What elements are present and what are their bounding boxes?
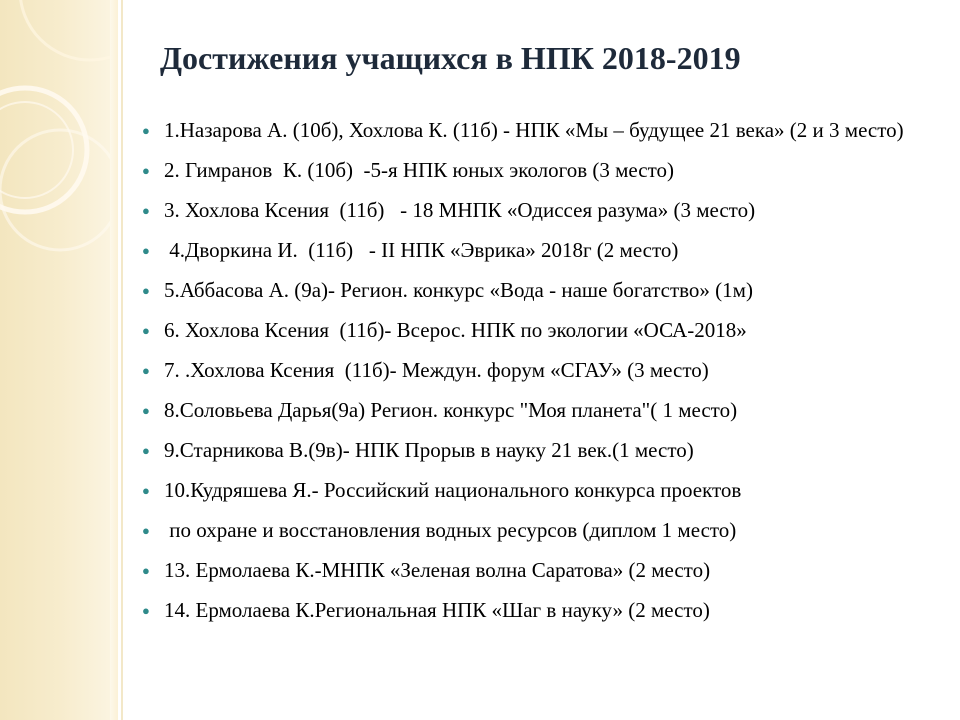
list-item [142, 117, 932, 144]
bullet-circle-icon: ● [142, 443, 150, 458]
bullet-circle-icon: ● [142, 523, 150, 538]
list-item [142, 317, 932, 344]
list-item [142, 197, 932, 224]
list-item-text: 5.Аббасова А. (9а)- Регион. конкурс «Вода - наше богатство» (1м) [164, 278, 753, 302]
list-item [142, 397, 932, 424]
slide-title: Достижения учащихся в НПК 2018-2019 [160, 40, 741, 76]
list-item-text: 1.Назарова А. (10б), Хохлова К. (11б) - НПК «Мы – будущее 21 века» (2 и 3 место) [164, 118, 904, 142]
bullet-circle-icon: ● [142, 363, 150, 378]
list-item-text: по охране и восстановления водных ресурсов (диплом 1 место) [164, 518, 737, 542]
bullet-circle-icon: ● [142, 283, 150, 298]
list-item [142, 557, 932, 584]
bullet-circle-icon: ● [142, 123, 150, 138]
list-item [142, 597, 932, 624]
list-item [142, 477, 932, 504]
decorative-rings [0, 0, 110, 720]
bullet-circle-icon: ● [142, 163, 150, 178]
list-item [142, 277, 932, 304]
decorative-side-panel [0, 0, 110, 720]
list-item [142, 437, 932, 464]
achievements-list [142, 117, 932, 637]
list-item-text: 6. Хохлова Ксения (11б)- Всерос. НПК по экологии «ОСА-2018» [164, 318, 747, 342]
list-item-text: 14. Ермолаева К.Региональная НПК «Шаг в науку» (2 место) [164, 598, 710, 622]
bullet-circle-icon: ● [142, 403, 150, 418]
list-item-text: 4.Дворкина И. (11б) - II НПК «Эврика» 2018г (2 место) [164, 238, 679, 262]
bullet-circle-icon: ● [142, 323, 150, 338]
list-item-text: 2. Гимранов К. (10б) -5-я НПК юных экологов (3 место) [164, 158, 674, 182]
list-item-text: 10.Кудряшева Я.- Российский национального конкурса проектов [164, 478, 742, 502]
list-item [142, 517, 932, 544]
list-item [142, 237, 932, 264]
bullet-circle-icon: ● [142, 603, 150, 618]
decorative-side-stripe [110, 0, 118, 720]
decorative-side-rule [121, 0, 123, 720]
list-item [142, 357, 932, 384]
bullet-circle-icon: ● [142, 243, 150, 258]
list-item-text: 3. Хохлова Ксения (11б) - 18 МНПК «Одиссея разума» (3 место) [164, 198, 756, 222]
bullet-circle-icon: ● [142, 203, 150, 218]
bullet-circle-icon: ● [142, 483, 150, 498]
list-item-text: 8.Соловьева Дарья(9а) Регион. конкурс "Моя планета"( 1 место) [164, 398, 738, 422]
list-item-text: 7. .Хохлова Ксения (11б)- Междун. форум «СГАУ» (3 место) [164, 358, 709, 382]
list-item [142, 157, 932, 184]
list-item-text: 9.Старникова В.(9в)- НПК Прорыв в науку 21 век.(1 место) [164, 438, 694, 462]
list-item-text: 13. Ермолаева К.-МНПК «Зеленая волна Саратова» (2 место) [164, 558, 711, 582]
bullet-circle-icon: ● [142, 563, 150, 578]
